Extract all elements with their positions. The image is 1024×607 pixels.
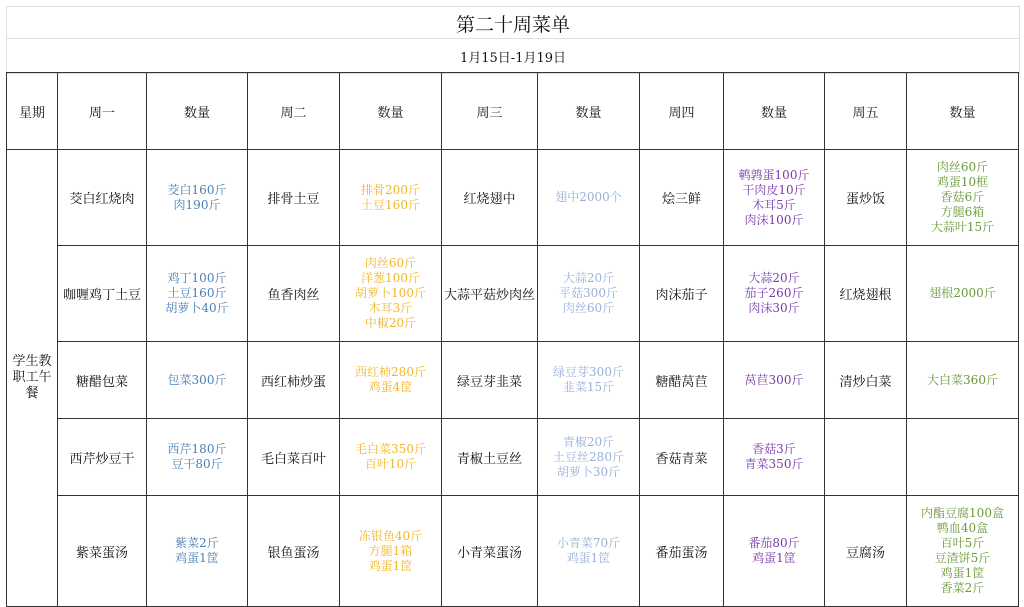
qty-thursday: 大蒜20斤 茄子260斤 肉沫30斤	[724, 246, 825, 342]
sheet-title: 第二十周菜单	[6, 6, 1020, 39]
menu-table	[6, 72, 1019, 607]
dish-monday: 茭白红烧肉	[58, 150, 147, 246]
header-friday: 周五	[825, 73, 907, 150]
qty-monday: 包菜300斤	[147, 342, 248, 419]
qty-tuesday: 西红柿280斤 鸡蛋4筐	[340, 342, 442, 419]
dish-thursday: 烩三鲜	[640, 150, 724, 246]
header-wednesday: 周三	[442, 73, 538, 150]
dish-monday: 糖醋包菜	[58, 342, 147, 419]
qty-monday: 茭白160斤 肉190斤	[147, 150, 248, 246]
header-weekday: 星期	[7, 73, 58, 150]
dish-thursday: 香菇青菜	[640, 419, 724, 496]
header-thursday-qty: 数量	[724, 73, 825, 150]
qty-thursday: 莴苣300斤	[724, 342, 825, 419]
dish-tuesday: 毛白菜百叶	[248, 419, 340, 496]
dish-tuesday: 鱼香肉丝	[248, 246, 340, 342]
dish-tuesday: 排骨土豆	[248, 150, 340, 246]
dish-wednesday: 青椒土豆丝	[442, 419, 538, 496]
qty-friday	[907, 419, 1019, 496]
qty-monday: 鸡丁100斤 土豆160斤 胡萝卜40斤	[147, 246, 248, 342]
dish-tuesday: 银鱼蛋汤	[248, 496, 340, 607]
qty-friday: 大白菜360斤	[907, 342, 1019, 419]
dish-wednesday: 红烧翅中	[442, 150, 538, 246]
qty-tuesday: 肉丝60斤 洋葱100斤 胡萝卜100斤 木耳3斤 中椒20斤	[340, 246, 442, 342]
qty-friday: 内酯豆腐100盒 鸭血40盒 百叶5斤 豆渣饼5斤 鸡蛋1筐 香菜2斤	[907, 496, 1019, 607]
dish-thursday: 肉沫茄子	[640, 246, 724, 342]
header-tuesday-qty: 数量	[340, 73, 442, 150]
dish-friday	[825, 419, 907, 496]
qty-monday: 西芹180斤 豆干80斤	[147, 419, 248, 496]
dish-wednesday: 小青菜蛋汤	[442, 496, 538, 607]
header-thursday: 周四	[640, 73, 724, 150]
dish-thursday: 番茄蛋汤	[640, 496, 724, 607]
header-wednesday-qty: 数量	[538, 73, 640, 150]
qty-thursday: 鹌鹑蛋100斤 干肉皮10斤 木耳5斤 肉沫100斤	[724, 150, 825, 246]
header-friday-qty: 数量	[907, 73, 1019, 150]
dish-friday: 蛋炒饭	[825, 150, 907, 246]
qty-friday: 翅根2000斤	[907, 246, 1019, 342]
qty-wednesday: 翅中2000个	[538, 150, 640, 246]
dish-monday: 西芹炒豆干	[58, 419, 147, 496]
qty-wednesday: 大蒜20斤 平菇300斤 肉丝60斤	[538, 246, 640, 342]
qty-tuesday: 排骨200斤 土豆160斤	[340, 150, 442, 246]
dish-friday: 豆腐汤	[825, 496, 907, 607]
date-range: 1月15日-1月19日	[6, 38, 1020, 74]
qty-friday: 肉丝60斤 鸡蛋10框 香菇6斤 方腿6箱 大蒜叶15斤	[907, 150, 1019, 246]
qty-thursday: 番茄80斤 鸡蛋1筐	[724, 496, 825, 607]
table-row	[7, 419, 1019, 496]
dish-monday: 紫菜蛋汤	[58, 496, 147, 607]
table-row	[7, 150, 1019, 246]
qty-thursday: 香菇3斤 青菜350斤	[724, 419, 825, 496]
qty-tuesday: 毛白菜350斤 百叶10斤	[340, 419, 442, 496]
qty-monday: 紫菜2斤 鸡蛋1筐	[147, 496, 248, 607]
header-monday-qty: 数量	[147, 73, 248, 150]
qty-wednesday: 绿豆芽300斤 韭菜15斤	[538, 342, 640, 419]
header-row	[7, 73, 1019, 150]
meal-row-label: 学生教 职工午 餐	[7, 150, 58, 607]
dish-wednesday: 绿豆芽韭菜	[442, 342, 538, 419]
qty-wednesday: 小青菜70斤 鸡蛋1筐	[538, 496, 640, 607]
dish-thursday: 糖醋莴苣	[640, 342, 724, 419]
table-row	[7, 342, 1019, 419]
table-row	[7, 496, 1019, 607]
dish-wednesday: 大蒜平菇炒肉丝	[442, 246, 538, 342]
header-monday: 周一	[58, 73, 147, 150]
table-row	[7, 246, 1019, 342]
header-tuesday: 周二	[248, 73, 340, 150]
dish-monday: 咖喱鸡丁土豆	[58, 246, 147, 342]
dish-friday: 红烧翅根	[825, 246, 907, 342]
dish-tuesday: 西红柿炒蛋	[248, 342, 340, 419]
qty-tuesday: 冻银鱼40斤 方腿1箱 鸡蛋1筐	[340, 496, 442, 607]
dish-friday: 清炒白菜	[825, 342, 907, 419]
qty-wednesday: 青椒20斤 土豆丝280斤 胡萝卜30斤	[538, 419, 640, 496]
